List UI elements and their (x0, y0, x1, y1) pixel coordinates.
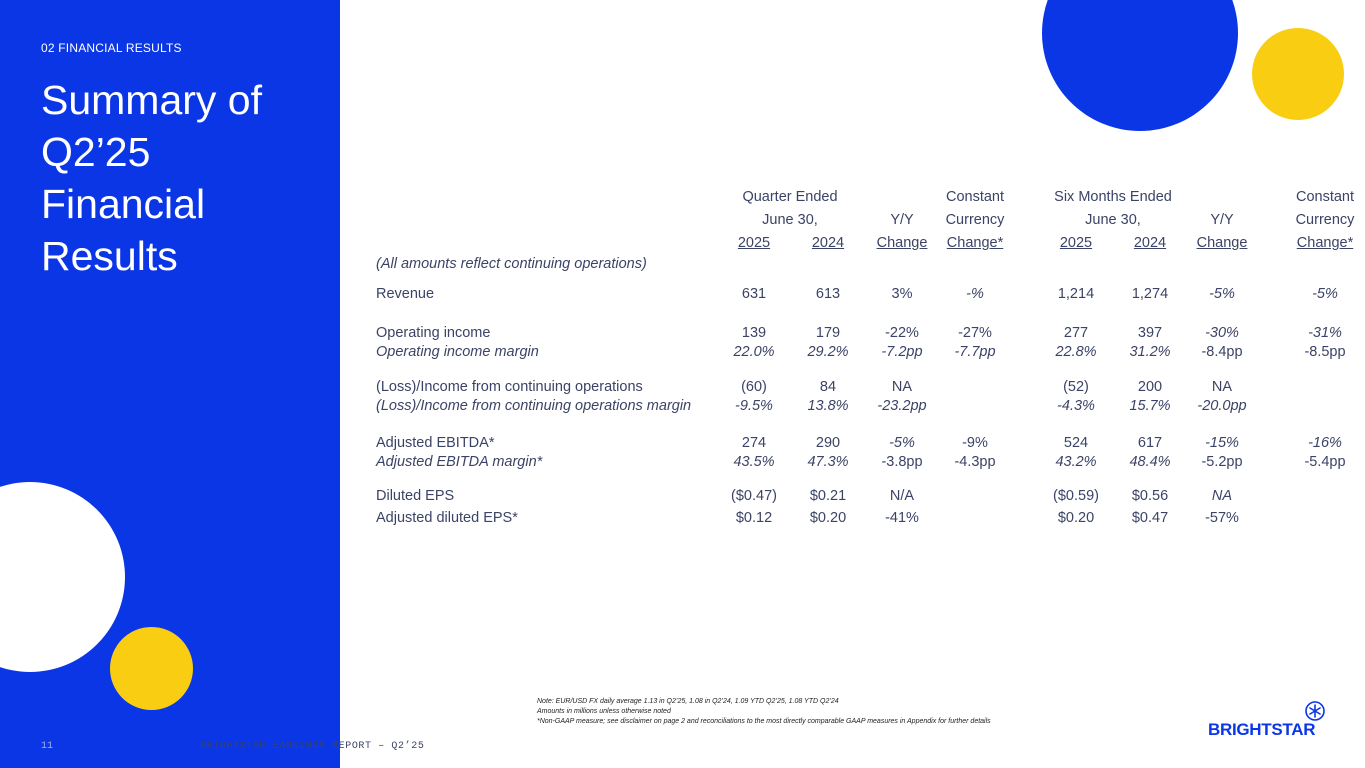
header-june30-q: June 30, (762, 212, 818, 228)
footnote-non-gaap: *Non-GAAP measure; see disclaimer on page 2 and reconciliations to the most directly comparable GAAP measures in Appendix for further details (537, 718, 991, 725)
table-cell-qyy: -41% (885, 510, 919, 526)
footnotes (537, 697, 991, 727)
table-cell-q25: -9.5% (735, 398, 773, 414)
header-2025-q: 2025 (737, 235, 771, 251)
table-cell-syy: -20.0pp (1197, 398, 1247, 414)
table-cell-qyy: NA (891, 379, 913, 395)
header-2024-q: 2024 (811, 235, 845, 251)
table-cell-s24: 200 (1137, 379, 1163, 395)
table-cell-syy: -8.4pp (1201, 344, 1243, 360)
header-yy-q: Y/Y (890, 212, 914, 228)
table-cell-s25: 277 (1063, 325, 1089, 341)
header-2025-s: 2025 (1059, 235, 1093, 251)
table-cell-q24: 29.2% (807, 344, 849, 360)
table-cell-s24: 15.7% (1129, 398, 1171, 414)
table-cell-q24: 13.8% (807, 398, 849, 414)
table-cell-qyy: -3.8pp (881, 454, 923, 470)
table-cell-s25: $0.20 (1057, 510, 1095, 526)
sidebar-panel (0, 0, 340, 768)
table-cell-s24: $0.56 (1131, 488, 1169, 504)
table-cell-qyy: -23.2pp (877, 398, 927, 414)
table-cell-s25: (52) (1063, 379, 1089, 395)
table-cell-syy: NA (1211, 488, 1233, 504)
table-cell-s25: 22.8% (1055, 344, 1097, 360)
table-cell-s25: -4.3% (1057, 398, 1095, 414)
table-cell-q24: $0.21 (809, 488, 847, 504)
footnote-amounts: Amounts in millions unless otherwise noted (537, 708, 671, 715)
table-cell-q25: (60) (741, 379, 767, 395)
table-cell-s25: 43.2% (1055, 454, 1097, 470)
header-2024-s: 2024 (1133, 235, 1167, 251)
header-change-q: Change (876, 235, 928, 251)
page-number: 11 (41, 741, 54, 752)
table-cell-q24: 613 (815, 286, 841, 302)
table-cell-scc: -16% (1308, 435, 1342, 451)
table-cell-s24: 31.2% (1129, 344, 1171, 360)
table-cell-syy: NA (1211, 379, 1233, 395)
header-change-star-s: Change* (1296, 235, 1354, 251)
table-cell-qcc: -27% (958, 325, 992, 341)
row-label: Adjusted diluted EPS* (376, 510, 518, 526)
table-cell-syy: -5.2pp (1201, 454, 1243, 470)
table-cell-qcc: -% (966, 286, 984, 302)
table-cell-qyy: -22% (885, 325, 919, 341)
footer-report-label: BRIGHTSTAR EARNINGS REPORT – Q2’25 (200, 741, 425, 752)
row-label: Operating income margin (376, 344, 539, 360)
table-cell-s25: ($0.59) (1053, 488, 1099, 504)
header-six-months-ended: Six Months Ended (1054, 189, 1172, 205)
table-cell-s24: $0.47 (1131, 510, 1169, 526)
row-label: Diluted EPS (376, 488, 455, 504)
table-note-row: (All amounts reflect continuing operations) (376, 256, 647, 272)
table-cell-qcc: -9% (962, 435, 988, 451)
table-cell-qcc: -7.7pp (954, 344, 996, 360)
table-cell-q24: $0.20 (809, 510, 847, 526)
footnote-fx: Note: EUR/USD FX daily average 1.13 in Q2’25, 1.08 in Q2’24, 1.09 YTD Q2’25, 1.08 YTD Q2’24 (537, 698, 839, 705)
white-circle-decoration (0, 482, 125, 672)
yellow-circle-decoration-top (1252, 28, 1344, 120)
row-label: Revenue (376, 286, 435, 302)
table-cell-q24: 179 (815, 325, 841, 341)
table-cell-s24: 1,274 (1131, 286, 1169, 302)
yellow-circle-decoration (110, 627, 193, 710)
header-quarter-ended: Quarter Ended (742, 189, 838, 205)
table-cell-syy: -30% (1205, 325, 1239, 341)
table-cell-s24: 397 (1137, 325, 1163, 341)
brightstar-logo (1208, 700, 1328, 740)
logo-text: BRIGHTSTAR (1208, 720, 1316, 739)
table-cell-q25: ($0.47) (731, 488, 777, 504)
table-cell-q25: 139 (741, 325, 767, 341)
page-title: Summary of Q2’25 Financial Results (41, 77, 262, 279)
table-cell-s25: 1,214 (1057, 286, 1095, 302)
row-label: (Loss)/Income from continuing operations (376, 379, 643, 395)
header-change-star-q: Change* (946, 235, 1004, 251)
table-cell-qyy: -5% (889, 435, 915, 451)
header-june30-s: June 30, (1085, 212, 1141, 228)
table-cell-q24: 47.3% (807, 454, 849, 470)
table-cell-q25: 631 (741, 286, 767, 302)
table-cell-syy: -15% (1205, 435, 1239, 451)
row-label: (Loss)/Income from continuing operations margin (376, 398, 692, 414)
table-cell-qyy: 3% (891, 286, 913, 302)
table-cell-q25: 43.5% (733, 454, 775, 470)
table-cell-q25: $0.12 (735, 510, 773, 526)
table-cell-qyy: N/A (889, 488, 915, 504)
row-label: Adjusted EBITDA* (376, 435, 495, 451)
table-cell-q25: 22.0% (733, 344, 775, 360)
header-currency-s: Currency (1295, 212, 1355, 228)
star-circle-icon (1304, 700, 1326, 722)
table-cell-qcc: -4.3pp (954, 454, 996, 470)
table-cell-s24: 617 (1137, 435, 1163, 451)
table-cell-qyy: -7.2pp (881, 344, 923, 360)
table-cell-s25: 524 (1063, 435, 1089, 451)
table-cell-syy: -5% (1209, 286, 1235, 302)
header-constant-q: Constant (945, 189, 1005, 205)
header-constant-s: Constant (1295, 189, 1355, 205)
table-cell-scc: -31% (1308, 325, 1342, 341)
table-cell-scc: -5% (1312, 286, 1338, 302)
row-label: Adjusted EBITDA margin* (376, 454, 543, 470)
blue-circle-decoration (1042, 0, 1238, 131)
table-cell-scc: -5.4pp (1304, 454, 1346, 470)
row-label: Operating income (376, 325, 491, 341)
table-cell-q24: 290 (815, 435, 841, 451)
table-cell-syy: -57% (1205, 510, 1239, 526)
table-cell-s24: 48.4% (1129, 454, 1171, 470)
header-yy-s: Y/Y (1210, 212, 1234, 228)
table-cell-q25: 274 (741, 435, 767, 451)
header-change-s: Change (1196, 235, 1248, 251)
table-cell-q24: 84 (819, 379, 837, 395)
header-currency-q: Currency (945, 212, 1005, 228)
section-label: 02 FINANCIAL RESULTS (41, 41, 182, 55)
table-cell-scc: -8.5pp (1304, 344, 1346, 360)
